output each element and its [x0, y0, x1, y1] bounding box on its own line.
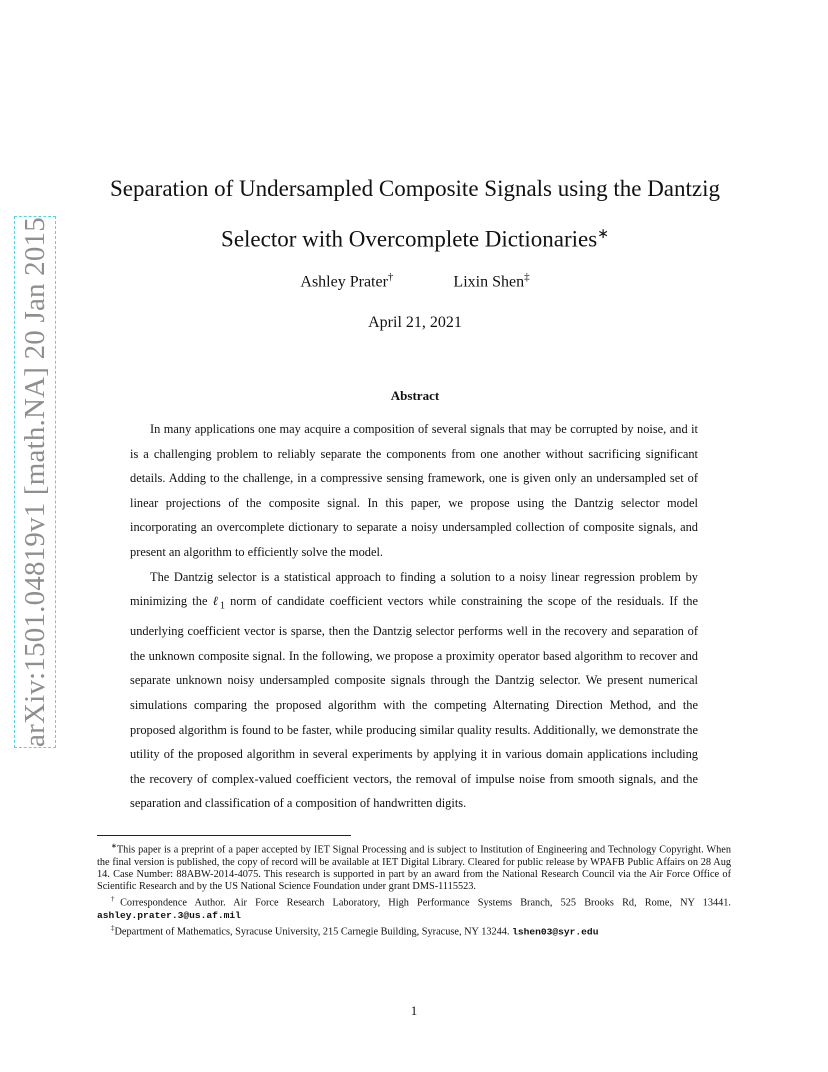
paper-title: [90, 166, 740, 263]
email-link[interactable]: lshen03@syr.edu: [512, 926, 599, 938]
abstract-text: The Dantzig selector is a statistical approach to finding a solution to a noisy linear regression problem by minimizing the: [130, 569, 698, 609]
abstract-paragraph-1: In many applications one may acquire a composition of several signals that may be corrupted by noise, and it is a challenging problem to reliably separate the components from one another without sacrificing significant details. Adding to the challenge, in a compressive sensing framework, one is given only an undersampled set of linear projections of the composite signal. In this paper, we propose using the Dantzig selector model incorporating an overcomplete dictionary to separate a noisy undersampled collection of composite signals, and present an algorithm to efficiently solve the model.: [130, 422, 698, 559]
abstract-paragraph-2: [130, 565, 698, 816]
page-number: 1: [410, 1003, 418, 1018]
footnote-3: [97, 922, 731, 939]
author-footnote-marker[interactable]: ‡: [524, 271, 530, 283]
footnote-2: [97, 893, 731, 922]
ell-subscript: 1: [219, 600, 226, 612]
email-link[interactable]: ashley.prater.3@us.af.mil: [97, 909, 241, 921]
footnote-marker: ∗: [111, 842, 117, 850]
footnote-text: Department of Mathematics, Syracuse University, 215 Carnegie Building, Syracuse, NY 13244.: [114, 926, 513, 938]
author-shen: [453, 271, 529, 291]
footnote-text: This paper is a preprint of a paper accepted by IET Signal Processing and is subject to Institution of Engineering and Technology Copyright. When the final version is published, the copy of record will be available at IET Digital Library. Cleared for public release by WPAFB Public Affairs on 28 Aug 14. Case Number: 88ABW-2014-4075. This research is supported in part by an award from the National Research Council via the Air Force Office of Scientific Research and by the US National Science Foundation under grant DMS-1115523.: [97, 844, 731, 893]
title-footnote-marker[interactable]: ∗: [597, 227, 609, 242]
author-name: Ashley Prater: [300, 273, 388, 291]
footnote-marker: †: [111, 895, 121, 904]
footnote-marker: ‡: [111, 924, 115, 933]
footnote-divider: [97, 835, 351, 836]
abstract-body: [130, 417, 698, 816]
paper-date: April 21, 2021: [368, 314, 462, 331]
author-prater: [300, 271, 393, 291]
author-list: [90, 271, 740, 291]
footnotes: [97, 840, 731, 939]
title-line-2-text: Selector with Overcomplete Dictionaries: [221, 226, 598, 252]
abstract-heading: Abstract: [390, 388, 440, 403]
title-line-2: [90, 212, 740, 263]
author-footnote-marker[interactable]: †: [387, 271, 394, 283]
arxiv-stamp[interactable]: arXiv:1501.04819v1 [math.NA] 20 Jan 2015: [14, 216, 56, 748]
footnote-1: [97, 840, 731, 893]
ell-symbol: ℓ: [212, 594, 220, 609]
title-line-1: Separation of Undersampled Composite Signals using the Dantzig: [109, 176, 721, 201]
abstract-text: norm of candidate coefficient vectors while constraining the scope of the residuals. If the underlying coefficient vector is sparse, then the Dantzig selector performs well in the recovery and separation of the unknown composite signal. In the following, we propose a proximity operator based algorithm to recover and separate unknown noisy undersampled composite signals through the Dantzig selector. We present numerical simulations comparing the proposed algorithm with the competing Alternating Direction Method, and the proposed algorithm is found to be faster, while producing similar quality results. Additionally, we demonstrate the utility of the proposed algorithm in several experiments by applying it in various domain applications including the recovery of complex-valued coefficient vectors, the removal of impulse noise from smooth signals, and the separation and classification of a composition of handwritten digits.: [130, 594, 698, 811]
author-name: Lixin Shen: [453, 273, 525, 291]
footnote-text: Correspondence Author. Air Force Research Laboratory, High Performance Systems Branch, 525 Brooks Rd, Rome, NY 13441.: [120, 897, 731, 909]
